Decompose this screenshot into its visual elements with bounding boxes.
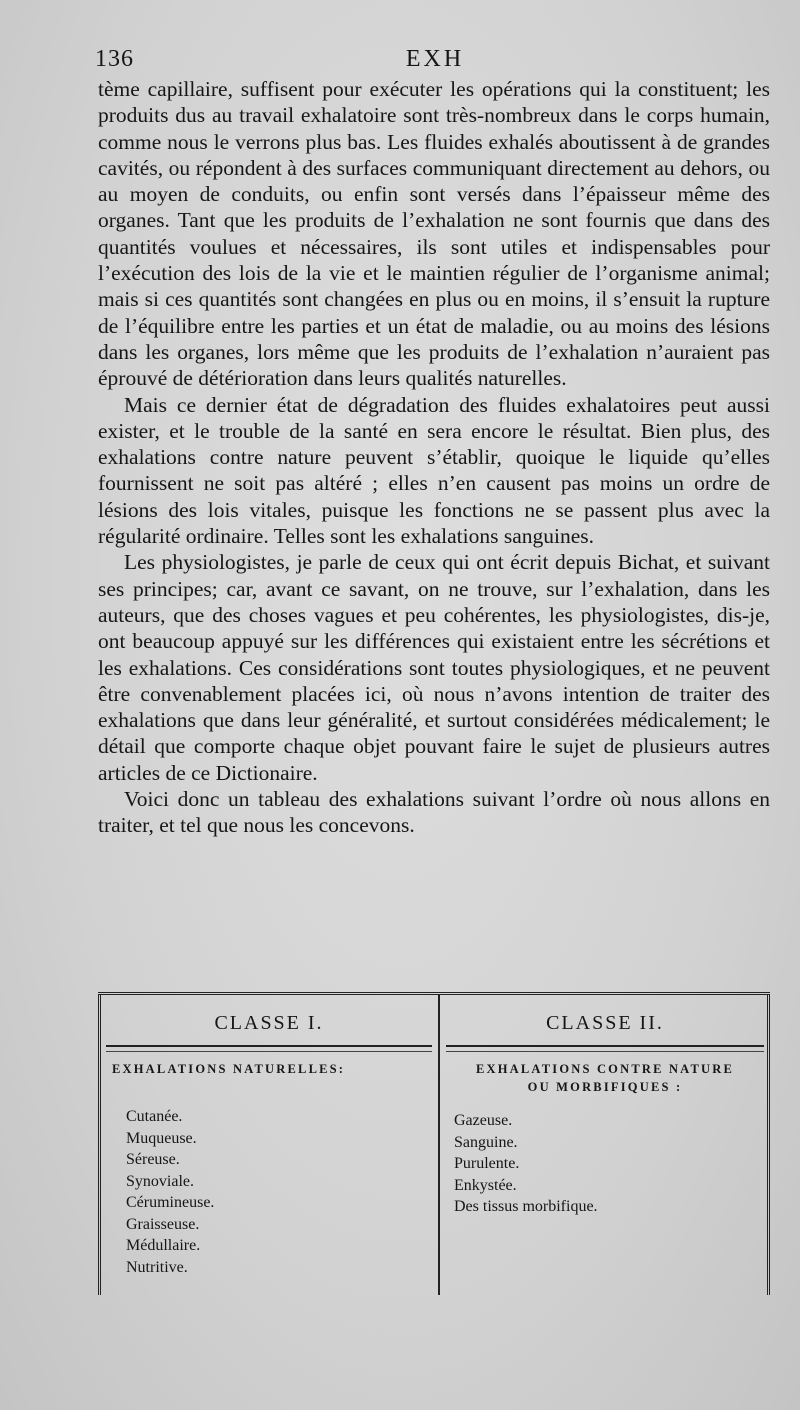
table-column-divider [438,995,440,1295]
table-border-left [98,995,101,1295]
list-item: Enkystée. [454,1176,517,1194]
list-item: Purulente. [454,1155,520,1172]
paragraph: Mais ce dernier état de dégradation des fluides exhalatoires peut aussi exister, et le trouble de la santé en sera encore le résultat. Bien plus, des exhalations contre nature peuvent s’établir, quoique le liquide qu’elles fournissent ne soit pas altéré ; elles n’en causent pas moins un ordre de lésions des lois vitales, puisque les fonctions ne se passent plus avec la régularité ordinaire. Telles sont les exhalations sanguines. [98,392,770,549]
classe-2-subtitle-line-2: OU MORBIFIQUES : [527,1080,683,1094]
classe-1-title: CLASSE I. [106,995,432,1047]
classe-2-title: CLASSE II. [446,995,764,1047]
list-item: Cérumineuse. [126,1194,215,1211]
classe-1-column [106,995,432,1295]
table-border-right [767,995,770,1295]
page-number: 136 [95,46,134,72]
paragraph: Voici donc un tableau des exhalations suivant l’ordre où nous allons en traiter, et tel que nous les concevons. [98,787,770,838]
list-item: Nutritive. [126,1258,188,1276]
paragraph: Les physiologistes, je parle de ceux qui ont écrit depuis Bichat, et suivant ses principes; car, avant ce savant, on ne trouve, sur l’exhalation, dans les auteurs, que des choses vagues et peu cohérentes, les physiologistes, dis-je, ont beaucoup appuyé sur les différences qui existaient entre les sécrétions et les exhalations. Ces considérations sont toutes physiologiques, et ne peuvent être convenablement placées ici, où nous n’avons intention de traiter des exhalations que dans leur généralité, et surtout considérées médicalement; le détail que comporte chaque objet pouvant faire le sujet de plusieurs autres articles de ce Dictionaire. [98,550,770,785]
list-item: Muqueuse. [126,1129,197,1147]
exhalations-table [98,992,770,1295]
classe-2-subtitle [446,1051,764,1096]
classe-1-subtitle: EXHALATIONS NATURELLES: [106,1051,432,1078]
body-text [98,76,770,839]
list-item: Sanguine. [454,1133,518,1151]
classe-2-subtitle-line-1: EXHALATIONS CONTRE NATURE [475,1062,735,1076]
paragraph: tème capillaire, suffisent pour exécuter les opérations qui la constituent; les produits dus au travail exhalatoire sont très-nombreux dans le corps humain, comme nous le verrons plus bas. Les fluides exhalés aboutissent à de grandes cavités, ou répondent à des surfaces communiquant directement au dehors, ou au moyen de conduits, ou enfin sont versés dans l’épaisseur même des organes. Tant que les produits de l’exhalation ne sont fournis que dans des quantités voulues et nécessaires, ils sont utiles et indispensables pour l’exécution des lois de la vie et le maintien régulier de l’organisme animal; mais si ces quantités sont changées en plus ou en moins, il s’ensuit la rupture de l’équilibre entre les parties et un état de maladie, ou au moins des lésions dans les organes, lors même que les produits de l’exhalation n’auraient pas éprouvé de détérioration dans leurs qualités naturelles. [98,77,770,391]
running-header [95,46,775,76]
classe-1-list [106,1106,432,1278]
list-item: Séreuse. [126,1151,180,1168]
list-item: Gazeuse. [454,1112,513,1129]
list-item: Cutanée. [126,1108,183,1125]
classe-2-list [446,1110,764,1218]
list-item: Synoviale. [126,1172,194,1190]
list-item: Des tissus morbifique. [454,1198,598,1215]
running-title: EXH [405,46,465,72]
classe-2-column [446,995,764,1295]
list-item: Graisseuse. [126,1215,200,1233]
list-item: Médullaire. [126,1237,201,1254]
